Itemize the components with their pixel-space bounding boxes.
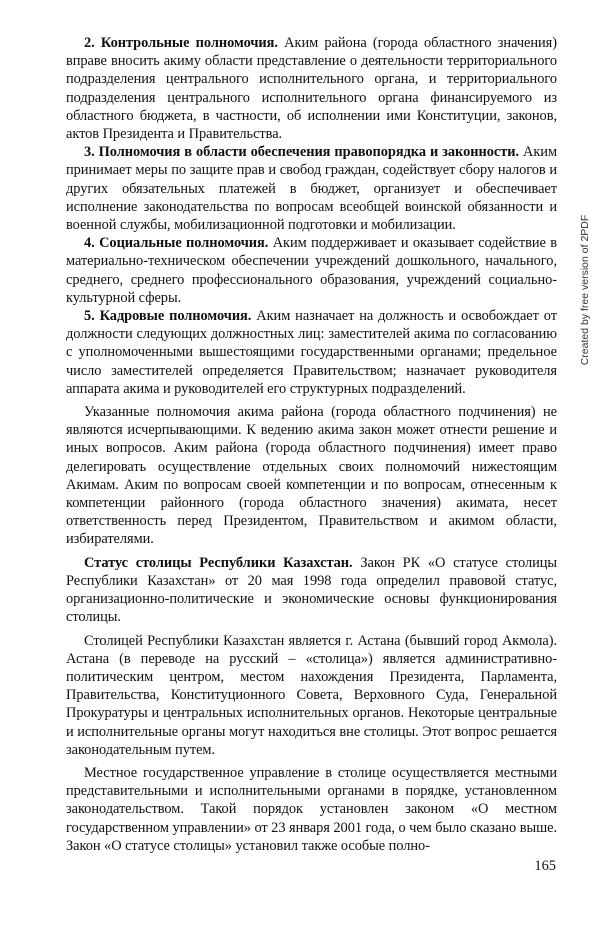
paragraph-text: Аким поддерживает и оказывает содействие в материально-техническом обеспечении учреждений дошкольного, начального, среднего, среднего профессионального образования, учреждений социально-культурной сферы. (66, 235, 557, 306)
watermark (578, 190, 592, 390)
paragraph-personnel-powers (66, 307, 557, 398)
paragraph-lead: 5. Кадровые полномочия. (84, 308, 252, 325)
paragraph-text: Местное государственное управление в столице осуществляется местными представительными и исполнительными органами в порядке, установленном законодательством. Такой порядок установлен законом «О местном государственном управлении» от 23 января 2001 года, о чем было сказано выше. Закон «О статусе столицы» установил также особые полно- (66, 764, 557, 854)
paragraph-local-government (66, 764, 557, 855)
paragraph-lead: 3. Полномочия в области обеспечения правопорядка и законности. (84, 144, 520, 161)
paragraph-text: Аким района (города областного значения) вправе вносить акиму области представление о деятельности территориального подразделения центрального исполнительного органа, и территориального подразделения центрального исполнительного органа финансируемого из областного бюджета, в частности, об исполнении ими Конституции, законов, актов Президента и Правительства. (66, 35, 557, 143)
watermark-text: Created by free version of 2PDF (579, 214, 591, 366)
paragraph-lead: 2. Контрольные полномочия. (84, 35, 278, 51)
paragraph-powers-summary (66, 403, 557, 549)
paragraph-astana (66, 632, 557, 759)
paragraph-law-order-powers (66, 143, 557, 234)
paragraph-text: Указанные полномочия акима района (города областного подчинения) не являются исчерпывающими. К ведению акима закон может отнести решение и иных вопросов. Аким района (города областного подчинения) имеет право делегировать осуществление отдельных своих полномочий нижестоящим Акимам. Аким по вопросам своей компетенции и по вопросам, отнесенным к компетенции районного (города областного значения) акимата, несет ответственность перед Президентом, Правительством и акимом области, избирателями. (66, 404, 557, 548)
page-number: 165 (534, 858, 556, 874)
paragraph-text: Аким назначает на должность и освобождает от должности следующих должностных лиц: заместителей акима по согласованию с уполномоченными вышестоящими государственными органами; предельное число заместителей определяется Правительством; назначает руководителя аппарата акима и руководителей его структурных подразделений. (66, 308, 557, 397)
paragraph-text: Столицей Республики Казахстан является г. Астана (бывший город Акмола). Астана (в переводе на русский – «столица») является административно-политическим центром, местом нахождения Президента, Парламента, Правительства, Конституционного Совета, Верховного Суда, Генеральной Прокуратуры и центральных исполнительных органов. Некоторые центральные и исполнительные органы могут находиться вне столицы. Этот вопрос решается законодательным путем. (66, 632, 557, 758)
paragraph-lead: Статус столицы Республики Казахстан. (84, 554, 353, 571)
paragraph-capital-status (66, 554, 557, 627)
paragraph-lead: 4. Социальные полномочия. (84, 235, 269, 252)
paragraph-text: Аким принимает меры по защите прав и свобод граждан, содействует сбору налогов и других обязательных платежей в бюджет, организует и обеспечивает исполнение законодательства по вопросам всеобщей воинской обязанности и военной службы, мобилизационной подготовки и мобилизации. (66, 144, 557, 234)
paragraph-text: Закон РК «О статусе столицы Республики Казахстан» от 20 мая 1998 года определил правовой статус, организационно-политические и экономические основы функционирования столицы. (66, 554, 558, 626)
paragraph-social-powers (66, 234, 557, 307)
page-body (66, 34, 557, 855)
paragraph-control-powers (66, 34, 557, 143)
